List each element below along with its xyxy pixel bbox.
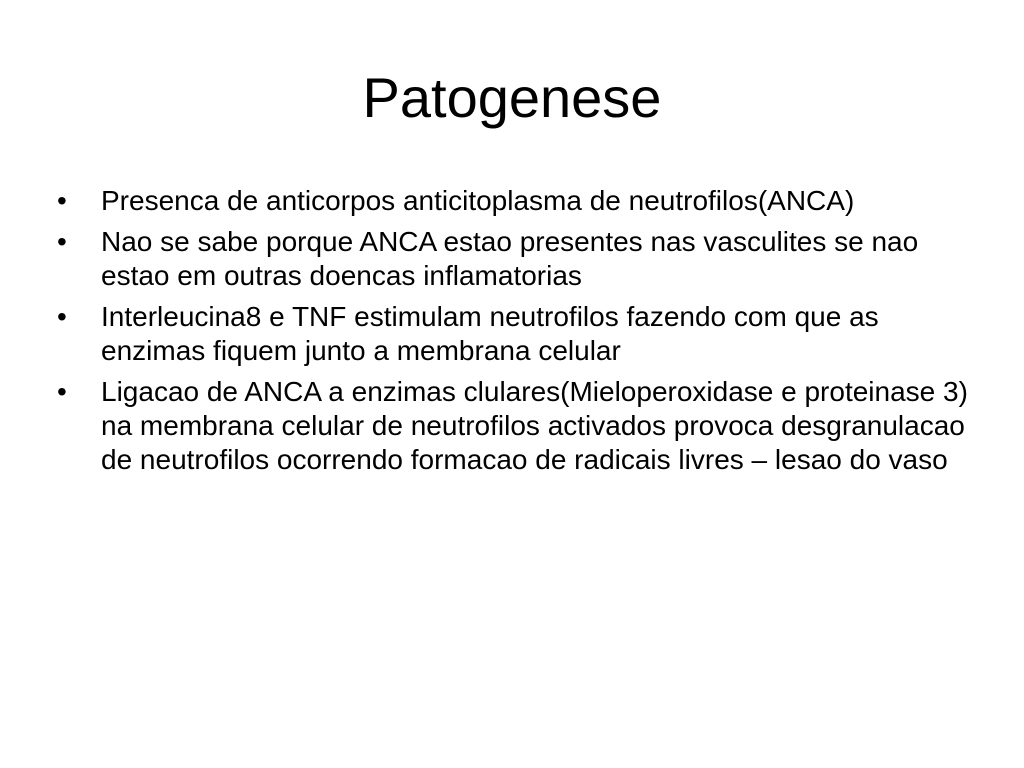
bullet-dot-icon: • xyxy=(57,226,67,257)
bullet-item-1 xyxy=(57,184,977,218)
bullet-text: Interleucina8 e TNF estimulam neutrofilos fazendo com que as enzimas fiquem junto a membrana celular xyxy=(101,301,879,366)
bullet-item-2 xyxy=(57,225,977,293)
bullet-dot-icon: • xyxy=(57,301,67,332)
bullet-item-4 xyxy=(57,375,977,477)
bullet-text: Ligacao de ANCA a enzimas clulares(Mieloperoxidase e proteinase 3) na membrana celular de neutrofilos activados provoca desgranulacao de neutrofilos ocorrendo formacao de radicais livres – lesao do vaso xyxy=(101,376,968,475)
slide-title: Patogenese xyxy=(362,66,662,129)
bullet-item-3 xyxy=(57,300,977,368)
bullet-dot-icon: • xyxy=(57,376,67,407)
bullet-list xyxy=(57,184,977,484)
bullet-dot-icon: • xyxy=(57,185,67,216)
bullet-text: Nao se sabe porque ANCA estao presentes nas vasculites se nao estao em outras doencas inflamatorias xyxy=(101,226,919,291)
bullet-text: Presenca de anticorpos anticitoplasma de neutrofilos(ANCA) xyxy=(101,185,855,216)
